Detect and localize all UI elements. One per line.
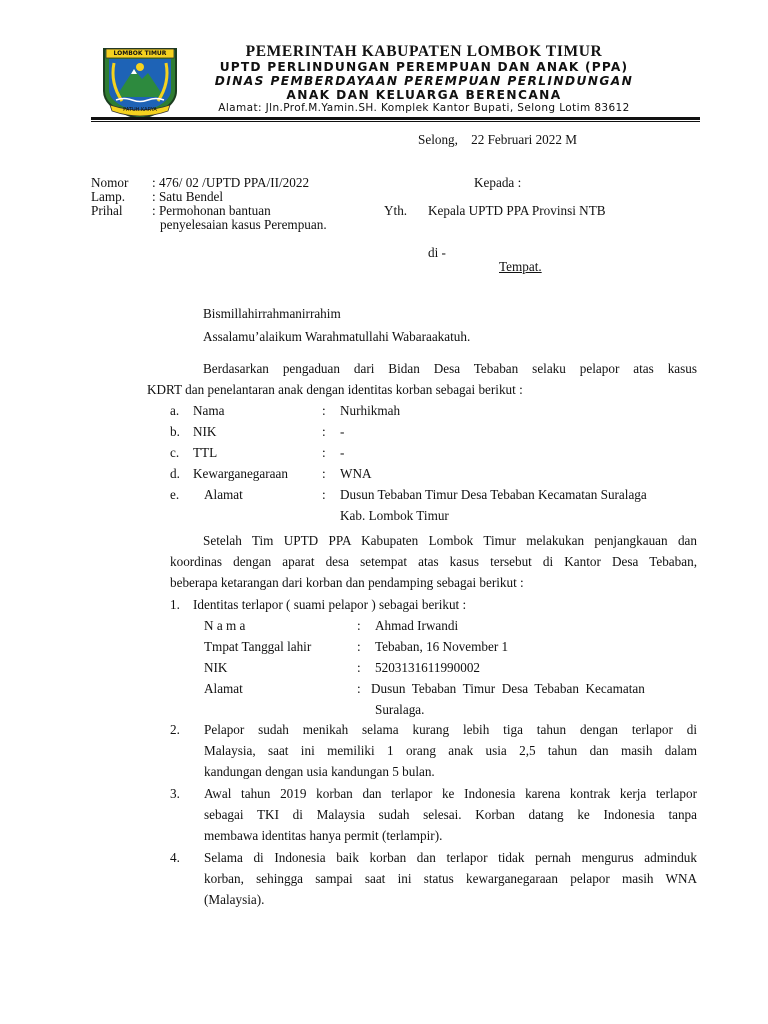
greeting-bismillah: Bismillahirrahmanirrahim <box>203 306 341 321</box>
victim-letter: d. <box>170 466 180 481</box>
logo-text-bottom: PATUH KARYA <box>123 107 157 113</box>
victim-value: WNA <box>340 466 372 481</box>
victim-colon: : <box>322 487 326 502</box>
victim-letter: a. <box>170 403 180 418</box>
item3-number: 3. <box>170 786 180 801</box>
item3-line-1: Awal tahun 2019 korban dan terlapor ke Indonesia karena kontrak kerja terlapor <box>204 786 697 801</box>
perpetrator-value: Ahmad Irwandi <box>375 618 459 633</box>
victim-label: Nama <box>193 403 225 418</box>
perpetrator-value-continued: Suralaga. <box>375 702 425 717</box>
letterhead-line-2: UPTD PERLINDUNGAN PEREMPUAN DAN ANAK (PPA) <box>219 60 629 74</box>
victim-colon: : <box>322 466 326 481</box>
item4-line-1: Selama di Indonesia baik korban dan terlapor tidak pernah mengurus adminduk <box>204 850 697 865</box>
di-label: di - <box>428 245 446 260</box>
perpetrator-colon: : <box>357 618 361 633</box>
greeting-salam: Assalamu’alaikum Warahmatullahi Wabaraakatuh. <box>203 329 471 344</box>
letterhead-rule-thick <box>91 117 700 120</box>
item1-number: 1. <box>170 597 180 612</box>
perpetrator-value: Tebaban, 16 November 1 <box>375 639 509 654</box>
prihal-value-line-1: : Permohonan bantuan <box>152 203 271 218</box>
victim-label: NIK <box>193 424 217 439</box>
item2-line-3: kandungan dengan usia kandungan 5 bulan. <box>204 764 435 779</box>
letterhead-line-4: ANAK DAN KELUARGA BERENCANA <box>286 88 562 102</box>
regency-logo <box>100 45 180 121</box>
victim-letter: b. <box>170 424 180 439</box>
nomor-label: Nomor <box>91 175 129 190</box>
nomor-value: : 476/ 02 /UPTD PPA/II/2022 <box>152 175 310 190</box>
perpetrator-label: Tmpat Tanggal lahir <box>204 639 312 654</box>
victim-letter: c. <box>170 445 180 460</box>
perpetrator-label: Alamat <box>204 681 243 696</box>
victim-value: - <box>340 445 345 460</box>
perpetrator-label: N a m a <box>204 618 246 633</box>
para2-line-1: Setelah Tim UPTD PPA Kabupaten Lombok Timur melakukan penjangkauan dan <box>203 533 697 548</box>
item1-text: Identitas terlapor ( suami pelapor ) sebagai berikut : <box>193 597 467 612</box>
perpetrator-label: NIK <box>204 660 228 675</box>
prihal-label: Prihal <box>91 203 123 218</box>
date-line: Selong, 22 Februari 2022 M <box>418 132 577 147</box>
letterhead-line-1: PEMERINTAH KABUPATEN LOMBOK TIMUR <box>245 43 603 60</box>
perpetrator-colon: : <box>357 639 361 654</box>
tempat-label <box>499 259 542 275</box>
item2-line-1: Pelapor sudah menikah selama kurang lebih tiga tahun dengan terlapor di <box>204 722 697 737</box>
item2-number: 2. <box>170 722 180 737</box>
victim-colon: : <box>322 403 326 418</box>
item3-line-2: sebagai TKI di Malaysia sudah selesai. Korban datang ke Indonesia tanpa <box>204 807 697 822</box>
victim-value: Dusun Tebaban Timur Desa Tebaban Kecamatan Suralaga <box>340 487 647 502</box>
item4-line-3: (Malaysia). <box>204 892 265 907</box>
victim-value-continued: Kab. Lombok Timur <box>340 508 449 523</box>
item3-line-3: membawa identitas hanya permit (terlampir). <box>204 828 443 843</box>
para2-line-3: beberapa ketarangan dari korban dan pendamping sebagai berikut : <box>170 575 524 590</box>
letterhead-line-3: DINAS PEMBERDAYAAN PEREMPUAN PERLINDUNGAN <box>214 74 634 88</box>
victim-label: TTL <box>193 445 218 460</box>
victim-letter: e. <box>170 487 180 502</box>
tempat-text: Tempat. <box>499 259 542 274</box>
victim-colon: : <box>322 424 326 439</box>
logo-text-top: LOMBOK TIMUR <box>113 50 167 57</box>
victim-value: - <box>340 424 345 439</box>
prihal-value-line-2: penyelesaian kasus Perempuan. <box>160 217 327 232</box>
lamp-value: : Satu Bendel <box>152 189 224 204</box>
para1-line-1: Berdasarkan pengaduan dari Bidan Desa Tebaban selaku pelapor atas kasus <box>203 361 697 376</box>
perpetrator-colon: : <box>357 681 361 696</box>
lamp-label: Lamp. <box>91 189 126 204</box>
item4-number: 4. <box>170 850 180 865</box>
perpetrator-value: Dusun Tebaban Timur Desa Tebaban Kecamatan <box>371 681 645 696</box>
victim-label: Alamat <box>204 487 243 502</box>
yth-label: Yth. <box>384 203 408 218</box>
item4-line-2: korban, sehingga sampai saat ini status kewarganegaraan pelapor masih WNA <box>204 871 697 886</box>
item2-line-2: Malaysia, saat ini memiliki 1 orang anak usia 2,5 tahun dan masih dalam <box>204 743 697 758</box>
perpetrator-value: 5203131611990002 <box>375 660 481 675</box>
letterhead-rule-thin <box>91 121 700 122</box>
victim-label: Kewarganegaraan <box>193 466 288 481</box>
kepada-label: Kepada : <box>474 175 522 190</box>
victim-colon: : <box>322 445 326 460</box>
letterhead-address: Alamat: Jln.Prof.M.Yamin.SH. Komplek Kantor Bupati, Selong Lotim 83612 <box>218 102 630 114</box>
perpetrator-colon: : <box>357 660 361 675</box>
para1-line-2: KDRT dan penelantaran anak dengan identitas korban sebagai berikut : <box>147 382 523 397</box>
para2-line-2: koordinas dengan aparat desa setempat atas kasus tersebut di Kantor Desa Tebaban, <box>170 554 697 569</box>
recipient: Kepala UPTD PPA Provinsi NTB <box>428 203 606 218</box>
victim-value: Nurhikmah <box>340 403 401 418</box>
